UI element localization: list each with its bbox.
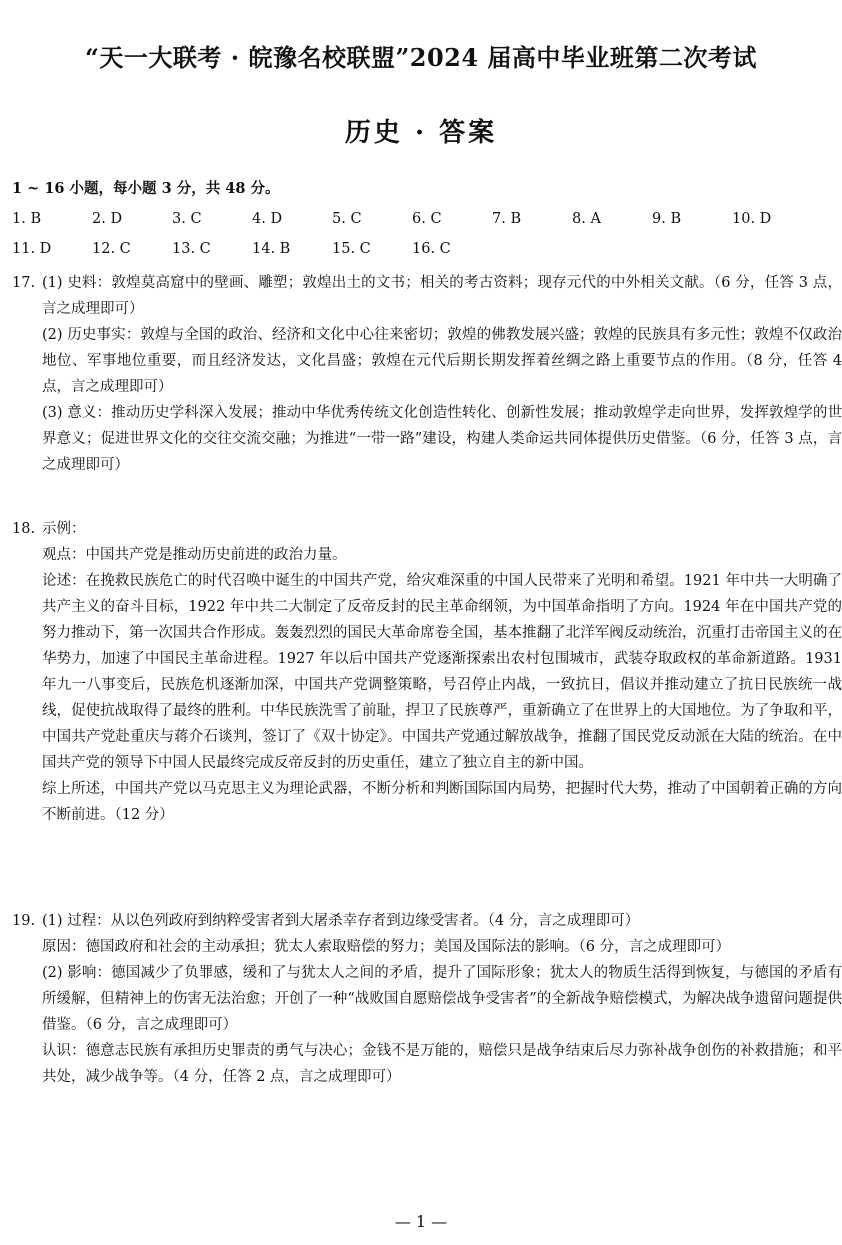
answer-item: 14. B: [252, 241, 291, 257]
answer-item: 10. D: [732, 211, 772, 227]
question-body: [42, 516, 842, 828]
answer-paragraph: 示例：: [42, 521, 86, 537]
answer-item: 2. D: [92, 211, 123, 227]
answer-item: 1. B: [12, 211, 42, 227]
answer-paragraph: (1) 史料：敦煌莫高窟中的壁画、雕塑；敦煌出土的文书；相关的考古资料；现存元代的中外相关文献。（6 分，任答 3 点，言之成理即可）: [42, 275, 842, 317]
answer-paragraph: (2) 影响：德国减少了负罪感，缓和了与犹太人之间的矛盾，提升了国际形象；犹太人的物质生活得到恢复，与德国的矛盾有所缓解，但精神上的伤害无法治愈；开创了一种“战败国自愿赔偿战争受害者”的全新战争赔偿模式，为解决战争遗留问题提供借鉴。（6 分，言之成理即可）: [42, 965, 842, 1033]
answer-paragraph: 原因：德国政府和社会的主动承担；犹太人索取赔偿的努力；美国及国际法的影响。（6 分，言之成理即可）: [42, 939, 731, 955]
answer-item: 6. C: [412, 211, 442, 227]
document-subtitle: 历史 · 答案: [344, 118, 498, 148]
answer-item: 16. C: [412, 241, 451, 257]
question-number: 17.: [12, 275, 36, 291]
question-18: [12, 516, 842, 906]
document-title: “天一大联考 · 皖豫名校联盟”2024 届高中毕业班第二次考试: [85, 43, 757, 72]
answer-item: 12. C: [92, 241, 131, 257]
page-number: — 1 —: [394, 1212, 448, 1231]
answer-paragraph: (1) 过程：从以色列政府到纳粹受害者到大屠杀幸存者到边缘受害者。（4 分，言之成理即可）: [42, 913, 640, 929]
answer-item: 5. C: [332, 211, 362, 227]
answer-item: 11. D: [12, 241, 52, 257]
answer-row: [12, 208, 832, 238]
answer-paragraph: 论述：在挽救民族危亡的时代召唤中诞生的中国共产党，给灾难深重的中国人民带来了光明和希望。1921 年中共一大明确了共产主义的奋斗目标，1922 年中共二大制定了反帝反封的民主革命纲领，为中国革命指明了方向。1924 年在中国共产党的努力推动下，第一次国共合作形成。轰轰烈烈的国民大革命席卷全国，基本推翻了北洋军阀反动统治，沉重打击帝国主义的在华势力，加速了中国民主革命进程。1927 年以后中国共产党逐渐探索出农村包围城市，武装夺取政权的革命新道路。1931 年九一八事变后，民族危机逐渐加深，中国共产党调整策略，号召停止内战，一致抗日，倡议并推动建立了抗日民族统一战线，促使抗战取得了最终的胜利。中华民族洗雪了前耻，捍卫了民族尊严，重新确立了在世界上的大国地位。为了争取和平，中国共产党赴重庆与蒋介石谈判，签订了《双十协定》。中国共产党通过解放战争，推翻了国民党反动派在大陆的统治。在中国共产党的领导下中国人民最终完成反帝反封的历史重任，建立了独立自主的新中国。: [42, 573, 842, 771]
answer-item: 13. C: [172, 241, 211, 257]
answer-item: 8. A: [572, 211, 601, 227]
question-body: [42, 908, 842, 1090]
answer-item: 15. C: [332, 241, 371, 257]
question-17: [12, 270, 842, 510]
answer-item: 7. B: [492, 211, 522, 227]
question-19: [12, 908, 842, 1128]
multiple-choice-section: [12, 178, 832, 268]
answer-item: 3. C: [172, 211, 202, 227]
answer-item: 9. B: [652, 211, 682, 227]
answer-paragraph: 观点：中国共产党是推动历史前进的政治力量。: [42, 547, 347, 563]
question-body: [42, 270, 842, 478]
answer-row: [12, 238, 832, 268]
multiple-choice-header: 1 ~ 16 小题，每小题 3 分，共 48 分。: [12, 180, 280, 197]
question-number: 18.: [12, 521, 36, 537]
answer-paragraph: 综上所述，中国共产党以马克思主义为理论武器，不断分析和判断国际国内局势，把握时代大势，推动了中国朝着正确的方向不断前进。（12 分）: [42, 781, 842, 823]
answer-item: 4. D: [252, 211, 283, 227]
answer-paragraph: (2) 历史事实：敦煌与全国的政治、经济和文化中心往来密切；敦煌的佛教发展兴盛；敦煌的民族具有多元性；敦煌不仅政治地位、军事地位重要，而且经济发达，文化昌盛；敦煌在元代后期长期发挥着丝绸之路上重要节点的作用。（8 分，任答 4 点，言之成理即可）: [42, 327, 842, 395]
answer-paragraph: 认识：德意志民族有承担历史罪责的勇气与决心；金钱不是万能的，赔偿只是战争结束后尽力弥补战争创伤的补救措施；和平共处，减少战争等。（4 分，任答 2 点，言之成理即可）: [42, 1043, 842, 1085]
question-number: 19.: [12, 913, 36, 929]
answer-paragraph: (3) 意义：推动历史学科深入发展；推动中华优秀传统文化创造性转化、创新性发展；推动敦煌学走向世界，发挥敦煌学的世界意义；促进世界文化的交往交流交融；为推进“一带一路”建设，构建人类命运共同体提供历史借鉴。（6 分，任答 3 点，言之成理即可）: [42, 405, 842, 473]
